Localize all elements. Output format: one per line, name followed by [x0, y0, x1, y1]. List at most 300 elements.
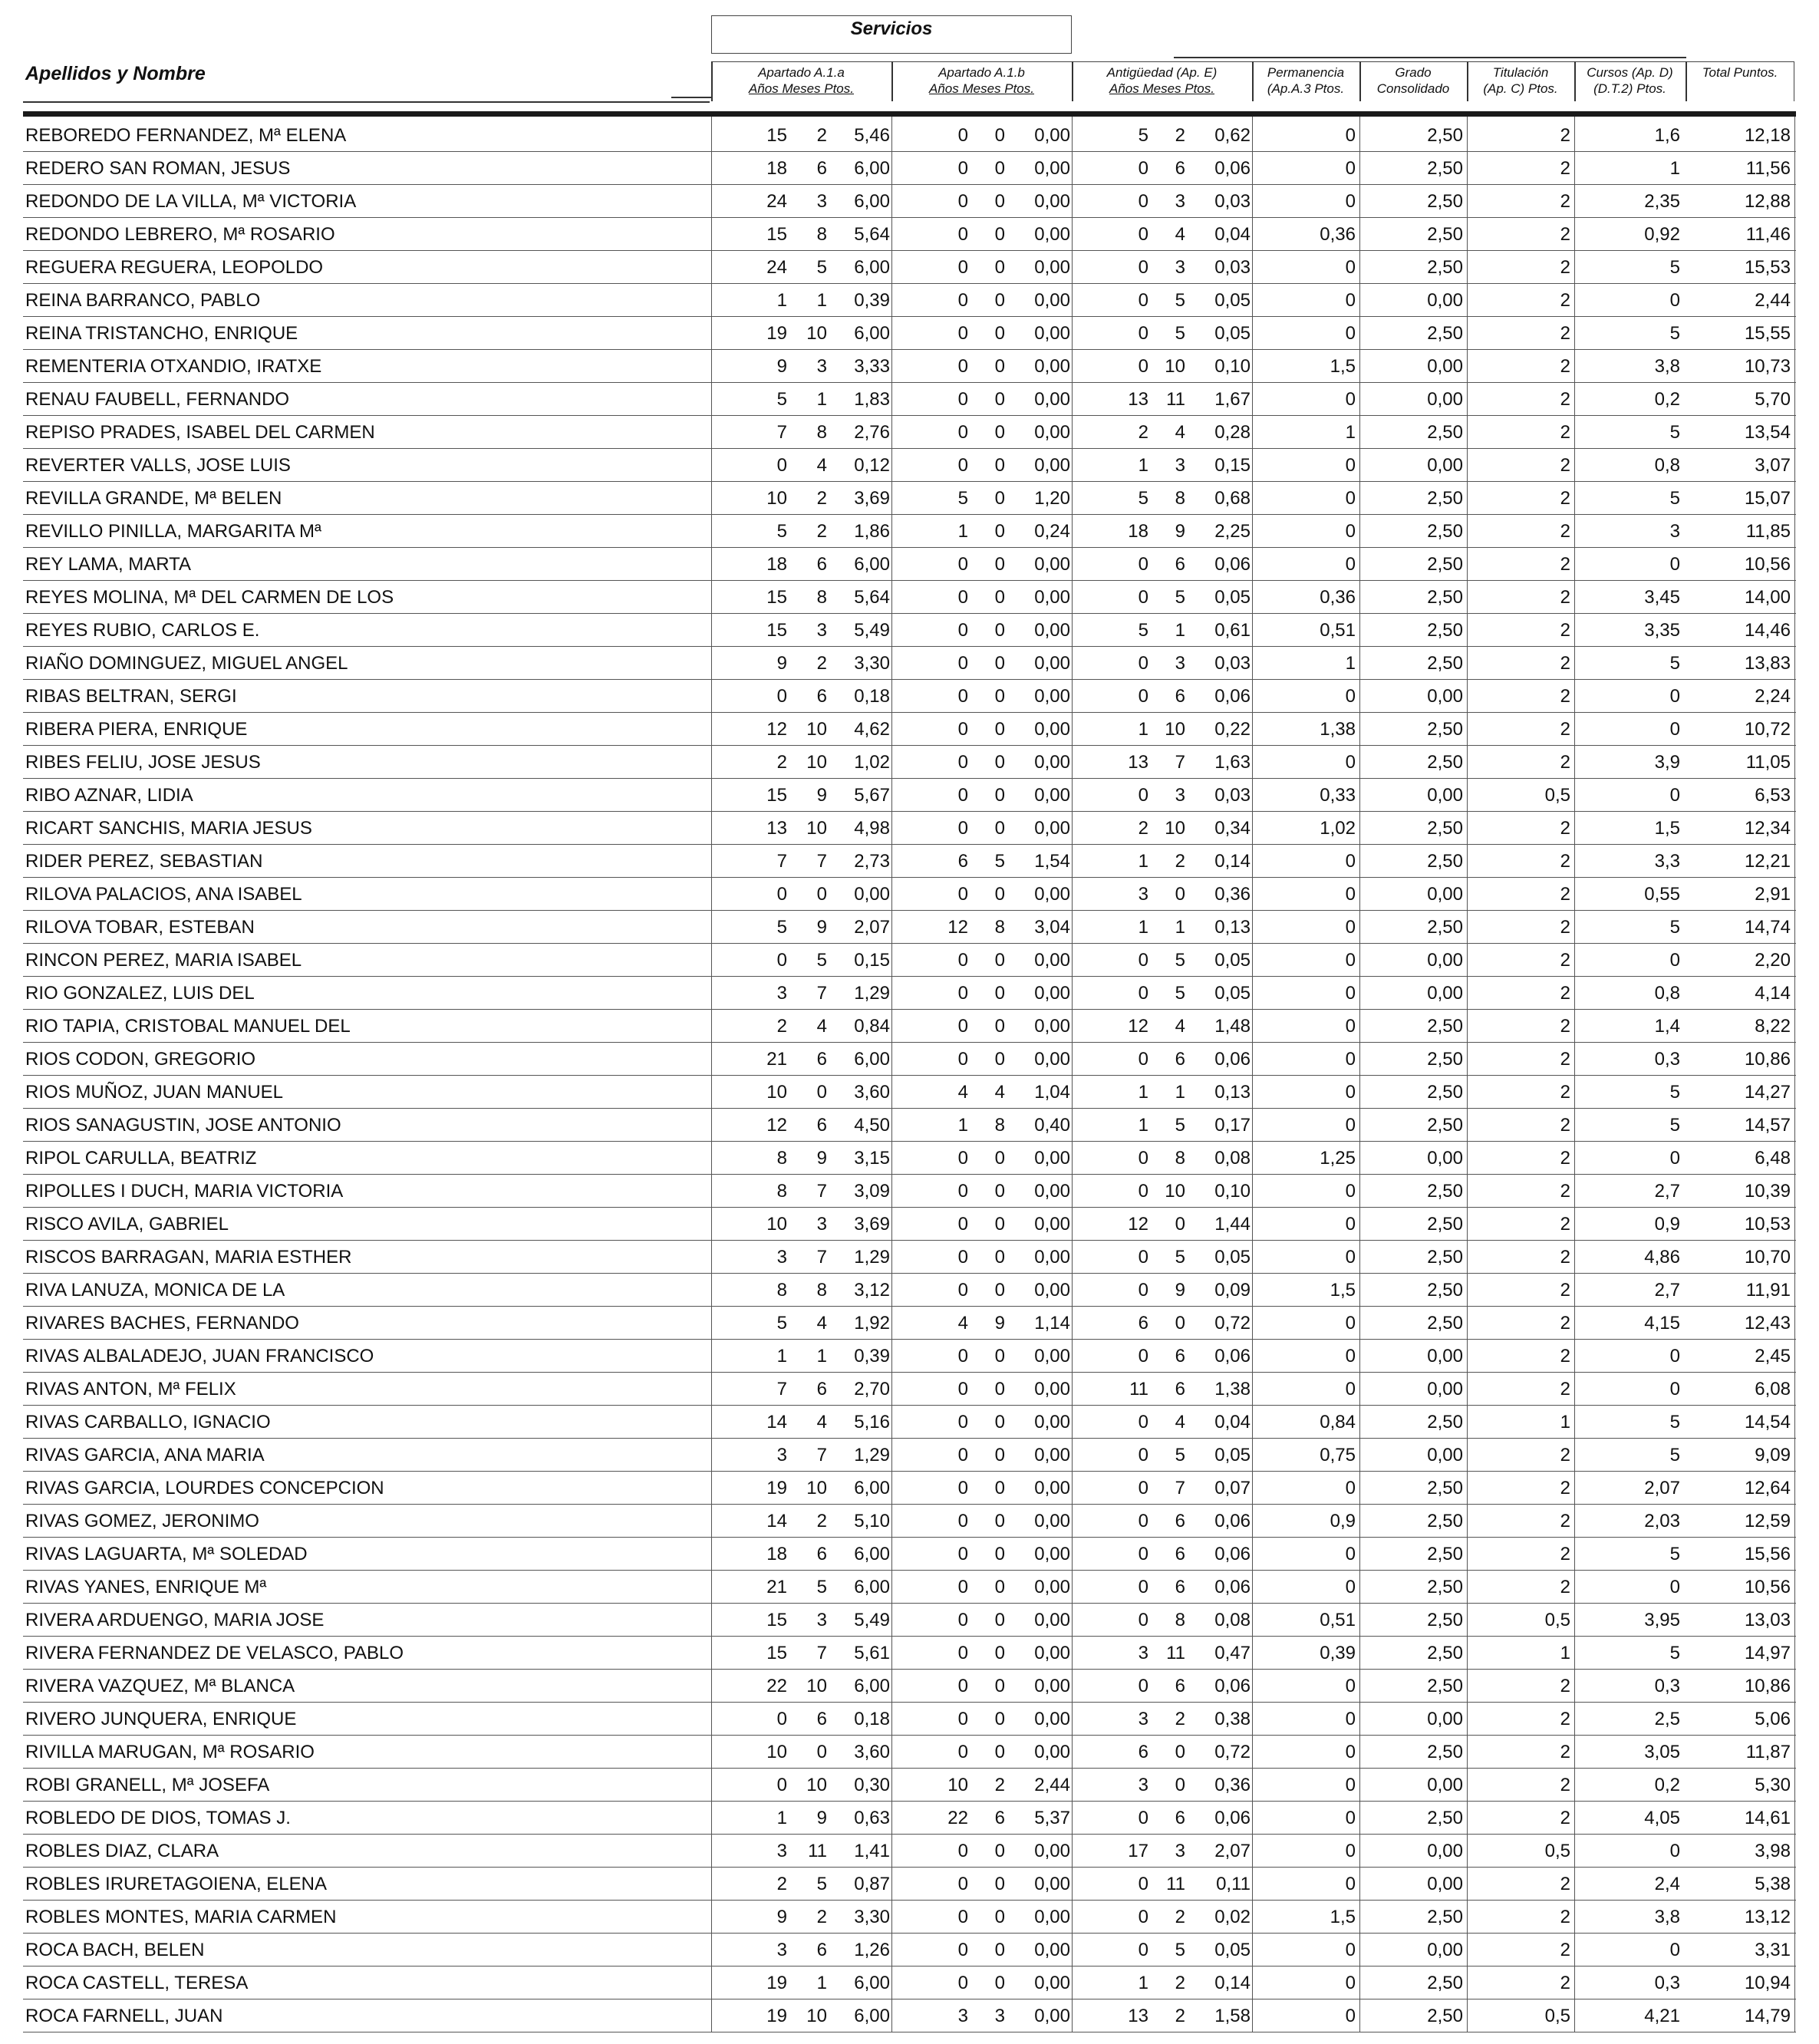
score-cell: 0 [957, 587, 968, 608]
score-cell: 0,38 [1214, 1709, 1251, 1729]
score-cell: 0 [994, 1445, 1005, 1465]
score-cell: 3,9 [1654, 752, 1680, 773]
table-row [23, 1010, 1796, 1043]
score-cell: 0 [1345, 521, 1356, 542]
score-cell: 0 [1175, 884, 1185, 905]
score-cell: 9 [1175, 521, 1185, 542]
score-cell: 8 [816, 1280, 827, 1301]
score-cell: 0 [957, 1247, 968, 1268]
score-cell: 0 [1138, 1907, 1148, 1927]
score-cell: 10 [766, 1082, 787, 1103]
score-cell: 9 [994, 1313, 1005, 1334]
score-cell: 19 [766, 2006, 787, 2026]
score-cell: 0 [1138, 158, 1148, 179]
score-cell: 2 [1560, 1214, 1570, 1235]
score-cell: 0 [957, 653, 968, 674]
score-cell: 6 [1175, 1379, 1185, 1399]
score-cell: 11 [1166, 389, 1185, 410]
score-cell: 5 [816, 950, 827, 971]
score-cell: 0,00 [1034, 1709, 1070, 1729]
column-header-line1: Apartado A.1.b [938, 65, 1025, 80]
score-cell: 0,00 [1427, 1709, 1463, 1729]
score-cell: 0,61 [1214, 620, 1251, 641]
score-cell: 3 [816, 620, 827, 641]
table-row [23, 1439, 1796, 1472]
applicant-name: RIPOL CARULLA, BEATRIZ [25, 1148, 257, 1169]
score-cell: 10 [806, 752, 827, 773]
score-cell: 2,50 [1427, 1742, 1463, 1762]
score-cell: 2 [1560, 1775, 1570, 1795]
score-cell: 0,08 [1214, 1148, 1251, 1169]
score-cell: 14,46 [1744, 620, 1791, 641]
grid-line [891, 117, 892, 2032]
score-cell: 0 [957, 224, 968, 245]
score-cell: 0 [1345, 191, 1356, 212]
score-cell: 2 [1560, 158, 1570, 179]
score-cell: 0,00 [1427, 1775, 1463, 1795]
score-cell: 2 [1560, 521, 1570, 542]
score-cell: 1 [776, 1346, 787, 1367]
score-cell: 1,58 [1214, 2006, 1251, 2026]
score-cell: 5 [776, 917, 787, 938]
score-cell: 8 [1175, 488, 1185, 509]
score-cell: 0 [957, 686, 968, 707]
score-cell: 0 [994, 554, 1005, 575]
applicant-name: RIVAS GOMEZ, JERONIMO [25, 1511, 259, 1531]
applicant-name: RIVERA FERNANDEZ DE VELASCO, PABLO [25, 1643, 404, 1663]
score-cell: 0,00 [1034, 323, 1070, 344]
score-cell: 2,50 [1427, 158, 1463, 179]
score-cell: 0 [957, 752, 968, 773]
applicant-name: REY LAMA, MARTA [25, 554, 192, 575]
score-cell: 7 [816, 1643, 827, 1663]
score-cell: 0 [1175, 1214, 1185, 1235]
score-cell: 2 [1175, 2006, 1185, 2026]
score-cell: 6,53 [1755, 785, 1791, 806]
score-cell: 2 [1560, 1676, 1570, 1696]
score-cell: 0,00 [1427, 1379, 1463, 1399]
score-cell: 0,2 [1654, 1775, 1680, 1795]
score-cell: 0 [957, 554, 968, 575]
score-cell: 0,00 [1034, 719, 1070, 740]
score-cell: 7 [816, 851, 827, 872]
score-cell: 0 [1138, 983, 1148, 1004]
score-cell: 0,14 [1214, 1973, 1251, 1993]
score-cell: 2 [816, 1511, 827, 1531]
score-cell: 0,84 [854, 1016, 890, 1037]
table-row [23, 1703, 1796, 1736]
score-cell: 5 [1669, 653, 1680, 674]
score-cell: 5,67 [854, 785, 890, 806]
score-cell: 0,36 [1214, 1775, 1251, 1795]
score-cell: 5 [1175, 950, 1185, 971]
score-cell: 2 [1560, 455, 1570, 476]
applicant-name: RIVAS ANTON, Mª FELIX [25, 1379, 236, 1399]
score-cell: 8 [776, 1280, 787, 1301]
table-row [23, 1736, 1796, 1769]
score-cell: 22 [766, 1676, 787, 1696]
score-cell: 2 [776, 752, 787, 773]
score-cell: 0,15 [1214, 455, 1251, 476]
score-cell: 14 [766, 1511, 787, 1531]
score-cell: 2,7 [1654, 1280, 1680, 1301]
score-cell: 0 [957, 1478, 968, 1498]
score-cell: 0 [994, 1379, 1005, 1399]
score-cell: 0,03 [1214, 785, 1251, 806]
score-cell: 5,16 [854, 1412, 890, 1432]
score-cell: 0 [1345, 1115, 1356, 1136]
score-cell: 0 [1138, 191, 1148, 212]
score-cell: 4,05 [1644, 1808, 1680, 1828]
score-cell: 5,64 [854, 224, 890, 245]
score-cell: 0,00 [1427, 356, 1463, 377]
score-cell: 14 [766, 1412, 787, 1432]
score-cell: 3,04 [1034, 917, 1070, 938]
score-cell: 0 [1669, 785, 1680, 806]
score-cell: 1 [957, 1115, 968, 1136]
applicant-name: ROBLES DIAZ, CLARA [25, 1841, 219, 1861]
score-cell: 0,00 [1034, 1544, 1070, 1564]
score-cell: 5,49 [854, 620, 890, 641]
score-cell: 0,00 [1034, 752, 1070, 773]
score-cell: 0,36 [1320, 224, 1356, 245]
score-cell: 8 [994, 1115, 1005, 1136]
score-cell: 0 [994, 1511, 1005, 1531]
score-cell: 6,48 [1755, 1148, 1791, 1169]
score-cell: 1 [1345, 653, 1356, 674]
score-cell: 0,51 [1320, 1610, 1356, 1630]
grid-line [711, 117, 712, 2032]
score-cell: 6,08 [1755, 1379, 1791, 1399]
table-row [23, 1175, 1796, 1208]
score-cell: 6 [816, 1544, 827, 1564]
score-cell: 0 [1138, 1808, 1148, 1828]
score-cell: 0,2 [1654, 389, 1680, 410]
score-cell: 3,69 [854, 488, 890, 509]
score-cell: 2 [1560, 257, 1570, 278]
score-cell: 0 [1138, 1940, 1148, 1960]
score-cell: 3,8 [1654, 1907, 1680, 1927]
score-cell: 3 [1138, 1643, 1148, 1663]
score-cell: 0 [994, 950, 1005, 971]
score-cell: 0 [994, 191, 1005, 212]
column-header-line2: Años Meses Ptos. [1109, 81, 1214, 96]
score-cell: 0,33 [1320, 785, 1356, 806]
column-header-line1: Antigüedad (Ap. E) [1106, 65, 1218, 80]
score-cell: 6 [1175, 1049, 1185, 1070]
score-cell: 3 [776, 983, 787, 1004]
score-cell: 0,00 [1034, 983, 1070, 1004]
score-cell: 0 [1345, 158, 1356, 179]
score-cell: 0,00 [1427, 290, 1463, 311]
applicant-name: RIVARES BACHES, FERNANDO [25, 1313, 299, 1334]
score-cell: 0,00 [1034, 1940, 1070, 1960]
score-cell: 11,87 [1745, 1742, 1791, 1762]
score-cell: 2,7 [1654, 1181, 1680, 1202]
score-cell: 0 [1345, 1742, 1356, 1762]
score-cell: 10 [1165, 356, 1185, 377]
score-cell: 2,50 [1427, 323, 1463, 344]
score-cell: 0,15 [854, 950, 890, 971]
column-header-5 [1359, 64, 1467, 97]
score-cell: 0 [1138, 1148, 1148, 1169]
score-cell: 2,50 [1427, 1610, 1463, 1630]
score-cell: 2 [1560, 917, 1570, 938]
score-cell: 10 [806, 323, 827, 344]
score-cell: 2,73 [854, 851, 890, 872]
applicant-name: RIOS MUÑOZ, JUAN MANUEL [25, 1082, 284, 1103]
score-cell: 0,17 [1214, 1115, 1251, 1136]
score-cell: 3 [1138, 1775, 1148, 1795]
score-cell: 15 [766, 1643, 787, 1663]
score-cell: 13,83 [1744, 653, 1791, 674]
score-cell: 2,50 [1427, 521, 1463, 542]
score-cell: 18 [766, 158, 787, 179]
score-cell: 0 [1345, 554, 1356, 575]
score-cell: 0,00 [1034, 785, 1070, 806]
score-cell: 2,50 [1427, 653, 1463, 674]
score-cell: 2,24 [1755, 686, 1791, 707]
score-cell: 1,14 [1034, 1313, 1070, 1334]
score-cell: 0 [1669, 1940, 1680, 1960]
column-header-2 [891, 64, 1072, 97]
score-cell: 2 [1560, 1940, 1570, 1960]
score-cell: 0,00 [1034, 1181, 1070, 1202]
score-cell: 3 [816, 191, 827, 212]
score-cell: 7 [816, 1445, 827, 1465]
score-cell: 0,00 [1034, 2006, 1070, 2026]
score-cell: 10 [1165, 719, 1185, 740]
score-cell: 5 [1175, 1115, 1185, 1136]
score-cell: 13,03 [1744, 1610, 1791, 1630]
score-cell: 0 [957, 389, 968, 410]
score-cell: 0 [957, 1346, 968, 1367]
table-row [23, 119, 1796, 152]
score-cell: 0 [994, 1742, 1005, 1762]
score-cell: 0,04 [1214, 224, 1251, 245]
score-cell: 6 [816, 1049, 827, 1070]
score-cell: 0,05 [1214, 1445, 1251, 1465]
score-cell: 5 [1138, 488, 1148, 509]
score-cell: 0 [1345, 125, 1356, 146]
score-cell: 2,50 [1427, 1016, 1463, 1037]
score-cell: 5,38 [1755, 1874, 1791, 1894]
score-cell: 11,91 [1745, 1280, 1791, 1301]
applicant-name: RIVERA ARDUENGO, MARIA JOSE [25, 1610, 325, 1630]
table-row [23, 581, 1796, 614]
score-cell: 2,20 [1755, 950, 1791, 971]
score-cell: 0,00 [1034, 356, 1070, 377]
score-cell: 2 [994, 1775, 1005, 1795]
score-cell: 4 [1175, 224, 1185, 245]
table-row [23, 1406, 1796, 1439]
applicant-name: RIVA LANUZA, MONICA DE LA [25, 1280, 285, 1301]
score-cell: 13 [766, 818, 787, 839]
applicant-name: ROBLES IRURETAGOIENA, ELENA [25, 1874, 327, 1894]
score-cell: 7 [816, 1181, 827, 1202]
score-cell: 0 [957, 1214, 968, 1235]
score-cell: 2,50 [1427, 1115, 1463, 1136]
score-cell: 2,50 [1427, 1049, 1463, 1070]
score-cell: 1 [1669, 158, 1680, 179]
score-cell: 2 [1560, 1049, 1570, 1070]
score-cell: 0,00 [1034, 884, 1070, 905]
score-cell: 2 [1175, 125, 1185, 146]
score-cell: 6 [1175, 1577, 1185, 1597]
score-cell: 0 [1138, 587, 1148, 608]
score-cell: 10,72 [1744, 719, 1791, 740]
score-cell: 0,06 [1214, 686, 1251, 707]
score-cell: 0,00 [1034, 653, 1070, 674]
score-cell: 2 [1560, 1181, 1570, 1202]
score-cell: 0,00 [1034, 1478, 1070, 1498]
score-cell: 3 [816, 1610, 827, 1630]
applicant-name: REYES RUBIO, CARLOS E. [25, 620, 260, 641]
score-cell: 5 [1669, 488, 1680, 509]
score-cell: 5 [1175, 1445, 1185, 1465]
score-cell: 0,12 [854, 455, 890, 476]
score-cell: 0 [957, 455, 968, 476]
applicant-name: RILOVA TOBAR, ESTEBAN [25, 917, 255, 938]
table-row [23, 878, 1796, 911]
score-cell: 0 [1345, 1313, 1356, 1334]
score-cell: 0 [994, 1907, 1005, 1927]
score-cell: 0 [1138, 1610, 1148, 1630]
score-cell: 0 [1345, 1082, 1356, 1103]
score-cell: 0,00 [1034, 587, 1070, 608]
score-cell: 6 [1175, 1511, 1185, 1531]
score-cell: 2 [1560, 1280, 1570, 1301]
score-cell: 0 [1345, 1379, 1356, 1399]
score-cell: 0,8 [1654, 455, 1680, 476]
score-cell: 21 [766, 1577, 787, 1597]
score-cell: 3 [1138, 1709, 1148, 1729]
score-cell: 2,50 [1427, 1280, 1463, 1301]
score-cell: 4 [957, 1082, 968, 1103]
score-cell: 0 [994, 983, 1005, 1004]
score-cell: 10,56 [1744, 1577, 1791, 1597]
applicant-name: RIO GONZALEZ, LUIS DEL [25, 983, 255, 1004]
score-cell: 3 [957, 2006, 968, 2026]
score-cell: 0 [1138, 257, 1148, 278]
score-cell: 2 [776, 1874, 787, 1894]
score-cell: 0 [994, 323, 1005, 344]
score-cell: 2,50 [1427, 1412, 1463, 1432]
score-cell: 0,02 [1214, 1907, 1251, 1927]
score-cell: 0 [957, 1049, 968, 1070]
score-cell: 2 [816, 653, 827, 674]
score-cell: 2,50 [1427, 125, 1463, 146]
column-header-4 [1252, 64, 1359, 97]
score-cell: 0,00 [1034, 158, 1070, 179]
applicant-name: REDONDO LEBRERO, Mª ROSARIO [25, 224, 335, 245]
score-cell: 0 [994, 125, 1005, 146]
score-cell: 2,50 [1427, 851, 1463, 872]
table-row [23, 482, 1796, 515]
score-cell: 2 [1560, 1973, 1570, 1993]
score-cell: 0,00 [1034, 125, 1070, 146]
score-cell: 2 [1560, 1478, 1570, 1498]
score-cell: 0,00 [1427, 1940, 1463, 1960]
name-column-header: Apellidos y Nombre [25, 63, 206, 84]
table-row [23, 1373, 1796, 1406]
score-cell: 0 [776, 884, 787, 905]
score-cell: 0 [1345, 323, 1356, 344]
score-cell: 6 [1175, 1346, 1185, 1367]
table-row [23, 284, 1796, 317]
score-cell: 2 [1560, 224, 1570, 245]
score-cell: 5 [1138, 620, 1148, 641]
column-header-line1: Titulación [1492, 65, 1549, 80]
score-cell: 6 [1175, 1676, 1185, 1696]
score-cell: 0 [1138, 686, 1148, 707]
table-row [23, 1076, 1796, 1109]
score-cell: 0 [994, 785, 1005, 806]
score-cell: 0,3 [1654, 1049, 1680, 1070]
applicant-name: RIPOLLES I DUCH, MARIA VICTORIA [25, 1181, 344, 1202]
score-cell: 2,50 [1427, 1082, 1463, 1103]
score-cell: 6,00 [854, 1577, 890, 1597]
score-cell: 6 [816, 1379, 827, 1399]
score-cell: 0 [994, 356, 1005, 377]
score-cell: 0,00 [1034, 224, 1070, 245]
table-row [23, 1109, 1796, 1142]
score-cell: 5,61 [854, 1643, 890, 1663]
score-cell: 0 [994, 1181, 1005, 1202]
score-cell: 10,94 [1744, 1973, 1791, 1993]
column-header-line1: Permanencia [1267, 65, 1345, 80]
score-cell: 17 [1128, 1841, 1148, 1861]
score-cell: 0,05 [1214, 323, 1251, 344]
score-cell: 0,39 [854, 1346, 890, 1367]
score-cell: 2 [1560, 653, 1570, 674]
score-cell: 0 [1345, 917, 1356, 938]
score-cell: 4 [816, 1313, 827, 1334]
score-cell: 11 [1129, 1379, 1148, 1399]
score-cell: 0 [1669, 554, 1680, 575]
score-cell: 6,00 [854, 257, 890, 278]
score-cell: 5 [1669, 1445, 1680, 1465]
score-cell: 3 [1175, 785, 1185, 806]
score-cell: 2,50 [1427, 554, 1463, 575]
score-cell: 14,57 [1744, 1115, 1791, 1136]
score-cell: 2 [1560, 191, 1570, 212]
score-cell: 0 [1669, 290, 1680, 311]
score-cell: 0 [1345, 1775, 1356, 1795]
score-cell: 19 [766, 323, 787, 344]
score-cell: 0,00 [1034, 1247, 1070, 1268]
score-cell: 6,00 [854, 1478, 890, 1498]
score-cell: 0,06 [1214, 554, 1251, 575]
score-cell: 24 [766, 257, 787, 278]
score-cell: 1 [816, 290, 827, 311]
score-cell: 10,53 [1744, 1214, 1791, 1235]
column-header-line1: Apartado A.1.a [758, 65, 845, 80]
score-cell: 0,06 [1214, 1049, 1251, 1070]
score-cell: 0,8 [1654, 983, 1680, 1004]
score-cell: 0,00 [1034, 1841, 1070, 1861]
table-row [23, 152, 1796, 185]
score-cell: 0,05 [1214, 290, 1251, 311]
score-cell: 0 [994, 1676, 1005, 1696]
score-cell: 0 [1345, 1478, 1356, 1498]
score-cell: 0,3 [1654, 1973, 1680, 1993]
score-cell: 2,50 [1427, 2006, 1463, 2026]
score-cell: 10 [947, 1775, 968, 1795]
score-cell: 0 [957, 1940, 968, 1960]
score-cell: 2 [1560, 884, 1570, 905]
score-cell: 6 [1175, 554, 1185, 575]
